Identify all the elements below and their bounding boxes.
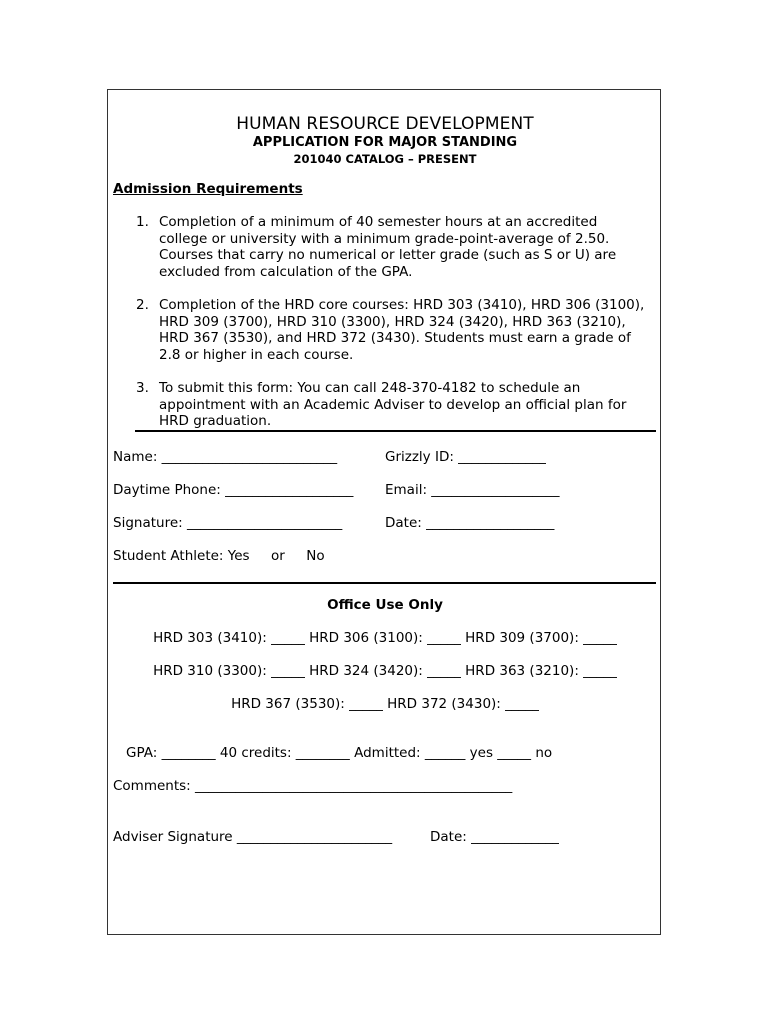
requirement-text: Completion of a minimum of 40 semester hours at an accredited college or university with a minimum grade-point-average of 2.50. Courses that carry no numerical or letter grade (such as S or U) are excluded from calculation of the GPA.: [159, 214, 617, 280]
grizzly-id-field[interactable]: Grizzly ID: _____________: [385, 449, 546, 465]
gpa-credits-admitted-line: GPA: ________ 40 credits: ________ Admitted: ______ yes _____ no: [126, 745, 553, 761]
adviser-date-field: Date: _____________: [430, 829, 559, 845]
requirement-item-1: [136, 214, 646, 280]
daytime-phone-field[interactable]: Daytime Phone: ___________________: [113, 482, 354, 498]
requirement-text: Completion of the HRD core courses: HRD 303 (3410), HRD 306 (3100), HRD 309 (3700), HRD 310 (3300), HRD 324 (3420), HRD 363 (3210), HRD 367 (3530), and HRD 372 (3430). Students must earn a grade of 2.8 or higher in each course.: [159, 297, 645, 363]
requirement-item-3: [136, 380, 646, 430]
requirement-number: 3.: [136, 380, 149, 396]
form-title: HUMAN RESOURCE DEVELOPMENT: [236, 114, 534, 134]
adviser-signature-field: Adviser Signature _______________________: [113, 829, 393, 845]
office-course-row-1: HRD 303 (3410): _____ HRD 306 (3100): _____ HRD 309 (3700): _____: [153, 630, 617, 646]
office-use-heading: Office Use Only: [327, 597, 443, 613]
comments-field: Comments: _______________________________________________: [113, 778, 513, 794]
requirement-text: To submit this form: You can call 248-370-4182 to schedule an appointment with an Academic Adviser to develop an official plan for HRD graduation.: [159, 380, 627, 430]
date-field[interactable]: Date: ___________________: [385, 515, 555, 531]
admission-requirements-heading: Admission Requirements: [113, 181, 303, 197]
signature-field[interactable]: Signature: _______________________: [113, 515, 343, 531]
requirement-number: 1.: [136, 214, 149, 230]
catalog-range: 201040 CATALOG – PRESENT: [293, 152, 477, 166]
divider-line: [135, 430, 656, 432]
requirement-number: 2.: [136, 297, 149, 313]
student-athlete-choice[interactable]: Student Athlete: Yes or No: [113, 548, 325, 564]
name-field[interactable]: Name: __________________________: [113, 449, 338, 465]
divider-line: [113, 582, 656, 584]
form-subtitle: APPLICATION FOR MAJOR STANDING: [252, 135, 518, 150]
office-course-row-3: HRD 367 (3530): _____ HRD 372 (3430): _____: [231, 696, 539, 712]
office-course-row-2: HRD 310 (3300): _____ HRD 324 (3420): _____ HRD 363 (3210): _____: [153, 663, 617, 679]
email-field[interactable]: Email: ___________________: [385, 482, 560, 498]
requirement-item-2: [136, 297, 646, 363]
